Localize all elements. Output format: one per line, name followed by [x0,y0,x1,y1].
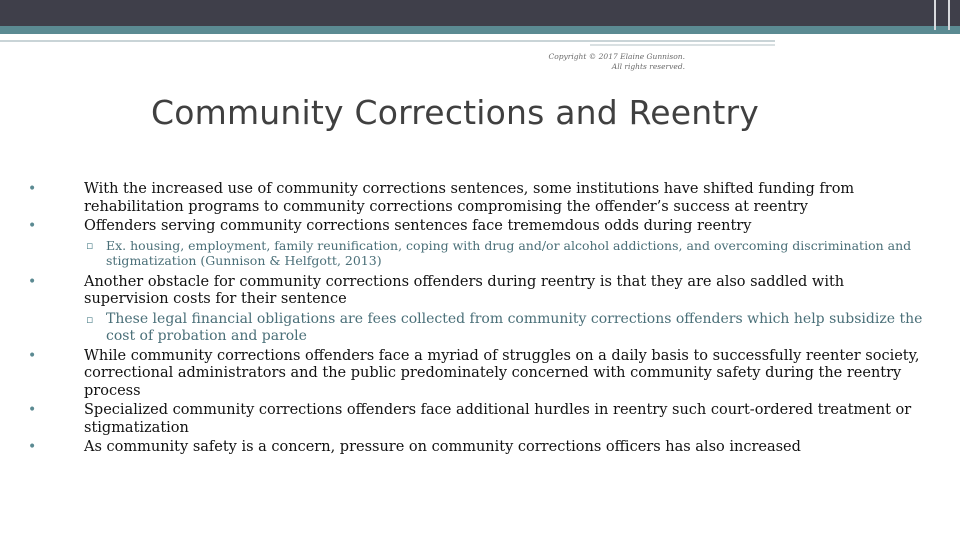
header-divider-short [590,44,775,46]
sub-bullet-text: These legal financial obligations are fees collected from community corrections offenders which help subsidize the cost of probation and parole [106,310,923,344]
bullet-text: While community corrections offenders face a myriad of struggles on a daily basis to successfully reenter society, correctional administrators and the public predominately concerned with community safety during the reentry process [84,347,920,399]
sub-bullet-text: Ex. housing, employment, family reunification, coping with drug and/or alcohol addictions, and overcoming discrimination and stigmatization (Gunnison & Helfgott, 2013) [106,237,912,268]
corner-decoration [934,0,950,30]
top-banner [0,0,960,26]
bullet-item [28,402,928,437]
bullet-dot: • [28,439,37,455]
copyright-line-1: Copyright © 2017 Elaine Gunnison. [548,52,685,61]
top-accent-stripe [0,26,960,34]
slide-body [28,181,928,459]
bullet-dot: • [28,402,37,418]
bullet-text: As community safety is a concern, pressure on community corrections officers has also increased [84,439,801,455]
bullet-text: Offenders serving community corrections sentences face trememdous odds during reentry [84,218,752,234]
bullet-text: Another obstacle for community corrections offenders during reentry is that they are also saddled with supervision costs for their sentence [84,273,845,307]
bullet-dot: • [28,181,37,197]
sub-bullet-item [28,311,928,346]
copyright-line-2: All rights reserved. [611,62,685,71]
bullet-dot: • [28,273,37,290]
sub-bullet-marker: ▫ [86,238,94,252]
bullet-item [28,274,928,309]
sub-bullet-item [28,238,928,268]
bullet-dot: • [28,218,37,234]
bullet-item [28,439,928,457]
bullet-dot: • [28,347,37,364]
bullet-item [28,218,928,236]
copyright-notice [520,52,685,72]
bullet-item [28,181,928,216]
bullet-text: With the increased use of community corrections sentences, some institutions have shifted funding from rehabilitation programs to community corrections compromising the offender’s success at reentry [84,181,855,215]
bullet-list [28,181,928,457]
bullet-item [28,348,928,401]
header-divider [0,40,775,42]
slide-title: Community Corrections and Reentry [150,93,760,132]
bullet-text: Specialized community corrections offenders face additional hurdles in reentry such court-ordered treatment or stigmatization [84,402,912,436]
sub-bullet-marker: ▫ [86,312,94,326]
